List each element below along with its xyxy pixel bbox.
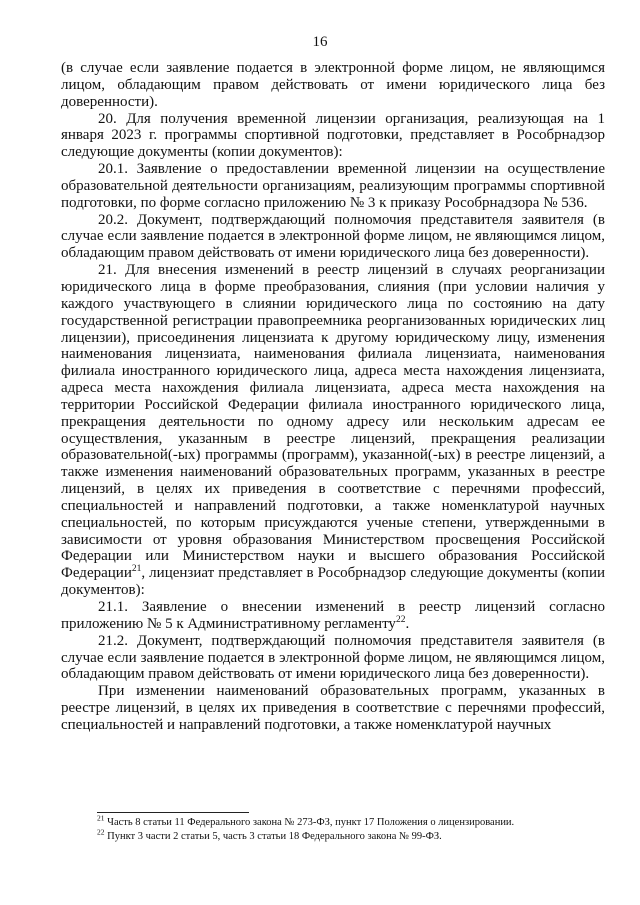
- page-number: 16: [312, 34, 328, 50]
- footnote-divider: [97, 812, 249, 813]
- paragraph-20-1: 20.1. Заявление о предоставлении временной лицензии на осуществление образовательной деятельности организациям, реализующим программы спортивной подготовки, по форме согласно приложению № 3 к приказу Рособрнадзора № 536.: [61, 161, 605, 211]
- paragraph-continuation: (в случае если заявление подается в электронной форме лицом, не являющимся лицом, обладающим правом действовать от имени юридического лица без доверенности).: [61, 60, 605, 110]
- footnote-ref-22: 22: [395, 614, 406, 625]
- footnote-22: $^{22}$ Пункт 3 части 2 статьи 5, часть 3 статьи 18 Федерального закона № 99-ФЗ.: [97, 827, 442, 842]
- footnote-ref-21: 21: [131, 564, 142, 575]
- paragraph-program-names: При изменении наименований образовательных программ, указанных в реестре лицензий, в целях их приведения в соответствие с перечнями профессий, специальностей и направлений подготовки, а также номенклатурой научных: [61, 683, 605, 733]
- footnote-mark: 21: [97, 813, 105, 823]
- paragraph-20-2: 20.2. Документ, подтверждающий полномочия представителя заявителя (в случае если заявление подается в электронной форме лицом, не являющимся лицом, обладающим правом действовать от имени юридического лица без доверенности).: [61, 211, 605, 262]
- paragraph-21-1: 21.1. Заявление о внесении изменений в реестр лицензий согласно приложению № 5 к Административному регламенту$^{22}$.: [61, 599, 605, 632]
- footnote-21: $^{21}$ Часть 8 статьи 11 Федерального закона № 273-ФЗ, пункт 17 Положения о лицензировании.: [97, 813, 515, 828]
- paragraph-21-2: 21.2. Документ, подтверждающий полномочия представителя заявителя (в случае если заявление подается в электронной форме лицом, не являющимся лицом, обладающим правом действовать от имени юридического лица без доверенности).: [61, 632, 605, 683]
- footnotes: [97, 813, 605, 843]
- paragraph-20: 20. Для получения временной лицензии организация, реализующая на 1 января 2023 г. программы спортивной подготовки, представляет в Рособрнадзор следующие документы (копии документов):: [61, 110, 605, 161]
- paragraph-21: 21. Для внесения изменений в реестр лицензий в случаях реорганизации юридического лица в форме преобразования, слияния (при условии наличия у каждого участвующего в слиянии юридического лица по состоянию на дату государственной регистрации правопреемника реорганизованных юридических лиц лицензии), присоединения лицензиата к другому юридическому лицу, изменения наименования лицензиата, наименования филиала лицензиата, наименования филиала иностранного юридического лица, адреса места нахождения лицензиата, адреса места нахождения филиала лицензиата, адреса места нахождения на территории Российской Федерации филиала иностранного юридического лица, прекращения деятельности по одному адресу или нескольким адресам ее осуществления, указанным в реестре лицензий, прекращения реализации образовательной(-ых) программы (программ), указанной(-ых) в реестре лицензий, а также изменения наименований образовательных программ, указанных в реестре лицензий, в целях их приведения в соответствие с перечнями профессий, специальностей и направлений подготовки, а также номенклатурой научных специальностей, по которым присуждаются ученые степени, утвержденными в зависимости от уровня образования Министерством просвещения Российской Федерации или Министерством науки и высшего образования Российской Федерации$^{21}$, лицензиат представляет в Рособрнадзор следующие документы (копии документов):: [61, 262, 605, 599]
- body-text: [61, 60, 605, 734]
- footnote-mark: 22: [97, 827, 105, 836]
